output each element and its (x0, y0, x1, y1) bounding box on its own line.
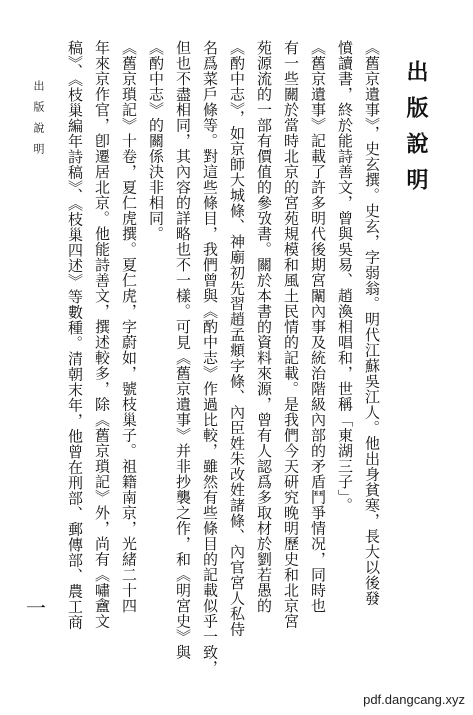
text-column: 《舊京遺事》記載了許多明代後期宮闈內事及統治階級內部的矛盾鬥爭情况，同時也 (309, 40, 327, 614)
text-column: 《舊京遺事》，史玄撰。史玄，字弱翁。明代江蘇吳江人。他出身貧寒，長大以後發 (363, 40, 381, 606)
body-text (66, 40, 385, 676)
text-column: 稿》、《枝巢編年詩稿》、《枝巢四述》等數種。清朝末年，他曾在刑部、郵傳部、農工商 (66, 40, 84, 630)
text-column: 名爲菜戶條等。對這些條目，我們曾與《酌中志》作過比較，雖然有些條目的記載似乎一致， (201, 40, 219, 676)
text-column: 憤讀書，終於能詩善文，曾與吳易、趙渙相唱和，世稱「東湖三子」。 (336, 40, 354, 513)
text-column: 《酌中志》的關係決非相同。 (147, 40, 165, 242)
text-column: 年來京作官，卽遷居北京。他能詩善文，撰述較多，除《舊京瑣記》外，尚有《嘯盦文 (93, 40, 111, 629)
text-column: 有一些關於當時北京的宮苑規模和風土民情的記載。是我們今天研究晚明歷史和北京宮 (282, 40, 300, 629)
text-column: 但也不盡相同，其內容的詳略也不一樣。可見《舊京遺事》并非抄襲之作，和《明宮史》與 (174, 40, 192, 660)
watermark-text: pdf.dangcang.xyz (363, 692, 465, 707)
page-number: 一 (26, 596, 46, 620)
page-title: 出版說明 (403, 60, 429, 204)
text-column: 苑源流的一部有價值的參攷書。關於本書的資料來源，曾有人認爲多取材於劉若愚的 (255, 40, 273, 614)
text-column: 《酌中志》，如京師大城條、神廟初先習趙孟頫字條、內臣姓朱改姓諸條、內官宮人私侍 (228, 40, 246, 637)
text-column: 《舊京瑣記》十卷，夏仁虎撰。夏仁虎，字蔚如，號枝巢子。祖籍南京，光緒二十四 (120, 40, 138, 614)
running-head: 出版說明 (32, 80, 45, 164)
